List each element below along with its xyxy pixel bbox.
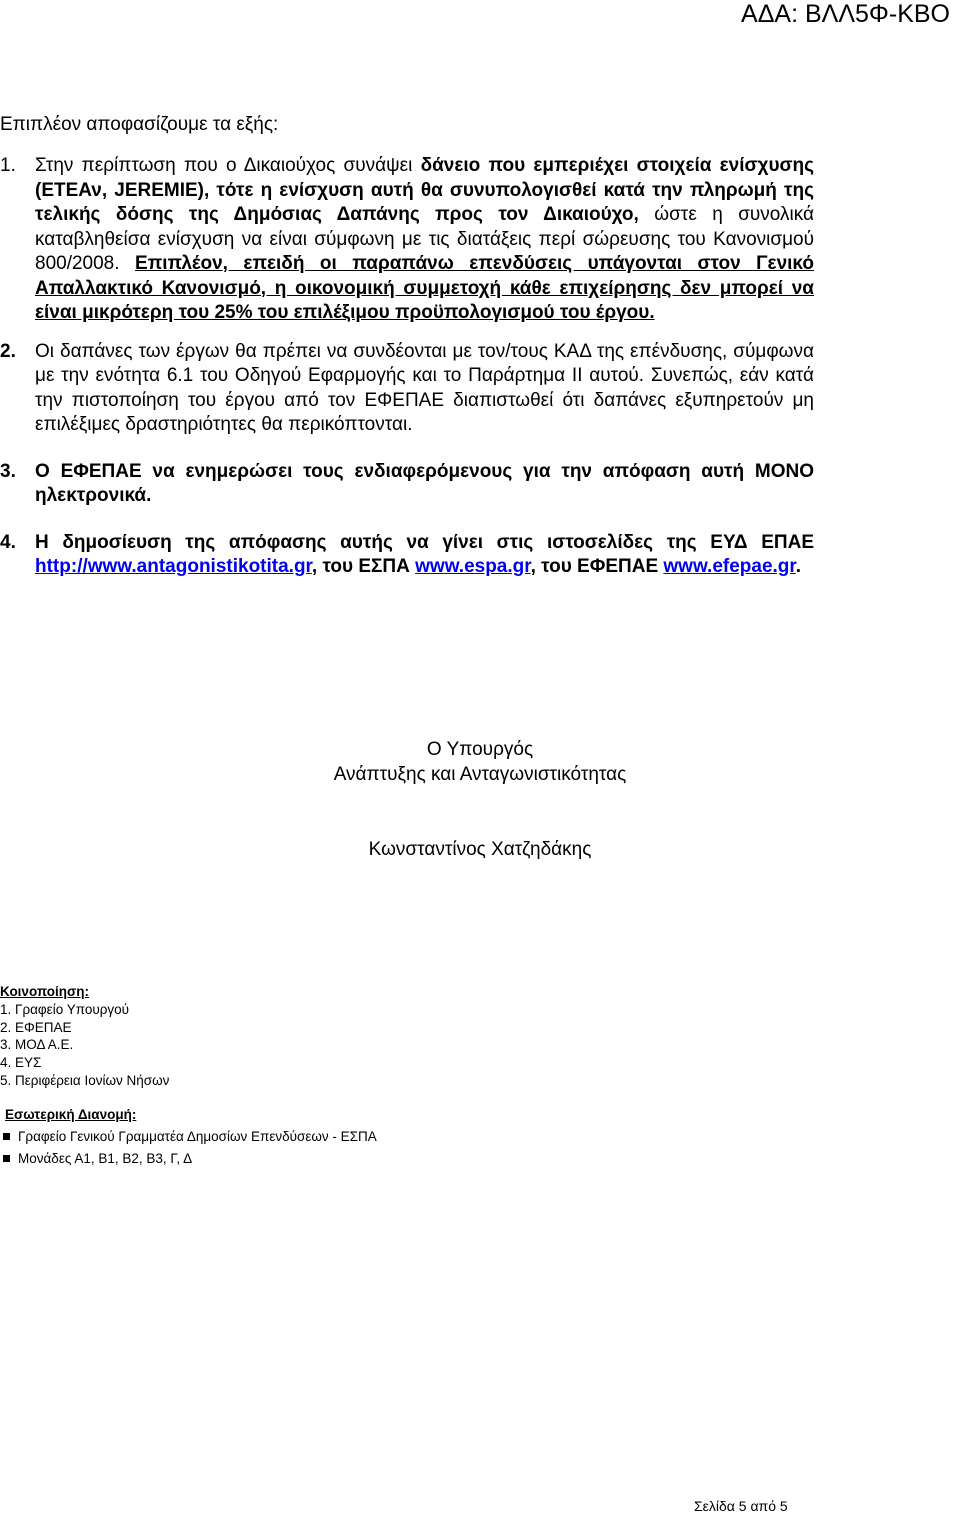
signature-title	[0, 737, 960, 787]
ada-code: ΑΔΑ: ΒΛΛ5Φ-ΚΒΟ	[741, 0, 950, 28]
square-bullet-icon	[3, 1133, 10, 1140]
notification-section	[0, 983, 169, 1090]
notification-recipient: 1. Γραφείο Υπουργού	[0, 1001, 130, 1017]
page-number: Σελίδα 5 από 5	[694, 1498, 788, 1514]
item-text: Στην περίπτωση που ο Δικαιούχος συνάψει δάνειο που εμπεριέχει στοιχεία ενίσχυσης (ΕΤΕΑν, JEREMIE), τότε η ενίσχυση αυτή θα συνυπολογισθεί κατά την πληρωμή της τελικής δόσης της Δημόσιας Δαπάνης προς τον Δικαιούχο, ώστε η συνολικά καταβληθείσα ενίσχυση να είναι σύμφωνη με τις διατάξεις περί σώρευσης του Κανονισμού 800/2008. Επιπλέον, επειδή οι παραπάνω επενδύσεις υπάγονται στον Γενικό Απαλλακτικό Κανονισμό, η οικονομική συμμετοχή κάθε επιχείρησης δεν μπορεί να είναι μικρότερη του 25% του επιλέξιμου προϋπολογισμού του έργου.	[35, 155, 814, 323]
link-efepae[interactable]: www.efepae.gr	[663, 556, 796, 577]
link-espa[interactable]: www.espa.gr	[415, 556, 531, 577]
signature-title-line1: Ο Υπουργός	[426, 739, 534, 760]
signature-name: Κωνσταντίνος Χατζηδάκης	[368, 839, 592, 860]
notification-recipient: 5. Περιφέρεια Ιονίων Νήσων	[0, 1072, 170, 1088]
decision-item-1	[0, 154, 814, 326]
decision-list	[0, 154, 814, 580]
internal-distribution-section	[0, 1104, 377, 1170]
square-bullet-icon	[3, 1155, 10, 1162]
item-number: 2.	[0, 340, 16, 362]
signature-title-line2: Ανάπτυξης και Ανταγωνιστικότητας	[333, 764, 627, 785]
item-number: 1.	[0, 155, 16, 176]
link-antagonistikotita[interactable]: http://www.antagonistikotita.gr	[35, 556, 312, 577]
internal-distribution-heading: Εσωτερική Διανομή:	[5, 1107, 137, 1122]
notification-recipient: 4. ΕΥΣ	[0, 1055, 42, 1071]
notification-heading: Κοινοποίηση:	[0, 984, 89, 999]
item-text: Η δημοσίευση της απόφασης αυτής να γίνει στις ιστοσελίδες της ΕΥΔ ΕΠΑΕ http://www.antagonistikotita.gr, του ΕΣΠΑ www.espa.gr, του ΕΦΕΠΑΕ www.efepae.gr.	[35, 531, 814, 577]
distribution-item: Μονάδες Α1, Β1, Β2, Β3, Γ, Δ	[0, 1148, 377, 1170]
decision-item-4	[0, 531, 814, 580]
decision-item-3	[0, 460, 814, 509]
notification-recipient: 2. ΕΦΕΠΑΕ	[0, 1019, 72, 1035]
item-text: Οι δαπάνες των έργων θα πρέπει να συνδέονται με τον/τους ΚΑΔ της επένδυσης, σύμφωνα με την ενότητα 6.1 του Οδηγού Εφαρμογής και το Παράρτημα ΙΙ αυτού. Συνεπώς, εάν κατά την πιστοποίηση του έργου από τον ΕΦΕΠΑΕ διαπιστωθεί ότι δαπάνες εξυπηρετούν μη επιλέξιμες δραστηριότητες θα περικόπτονται.	[35, 340, 814, 435]
notification-recipient: 3. ΜΟΔ Α.Ε.	[0, 1037, 74, 1053]
item-number: 3.	[0, 460, 16, 482]
distribution-item: Γραφείο Γενικού Γραμματέα Δημοσίων Επενδύσεων - ΕΣΠΑ	[0, 1126, 377, 1148]
item-number: 4.	[0, 531, 16, 553]
intro-text: Επιπλέον αποφασίζουμε τα εξής:	[0, 114, 279, 135]
item-text: Ο ΕΦΕΠΑΕ να ενημερώσει τους ενδιαφερόμενους για την απόφαση αυτή ΜΟΝΟ ηλεκτρονικά.	[35, 460, 814, 506]
decision-item-2	[0, 340, 814, 438]
